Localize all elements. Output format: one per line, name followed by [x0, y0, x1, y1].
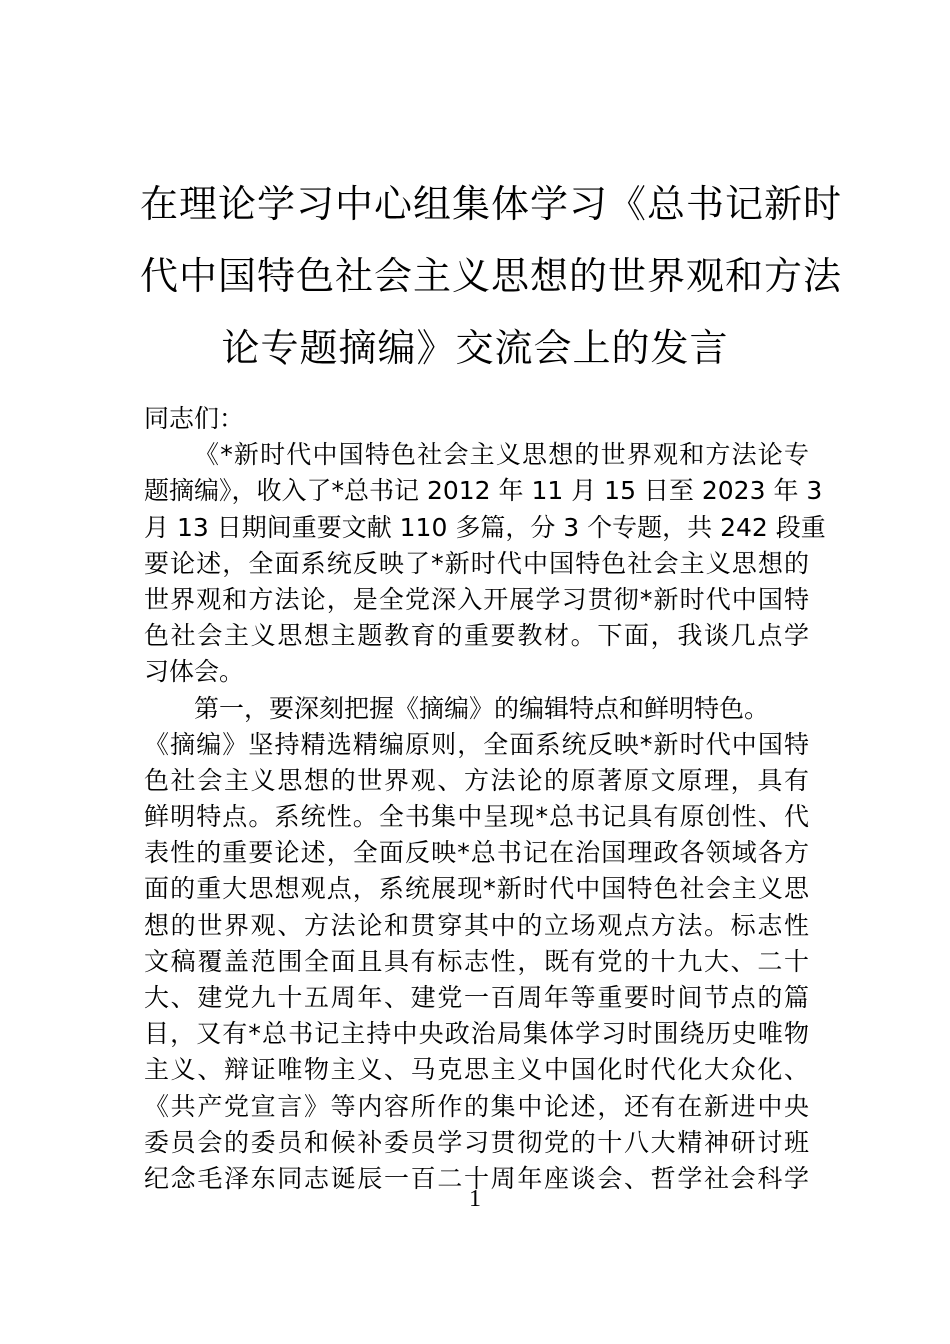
paragraph-line: 习体会。: [144, 657, 245, 687]
title-line: 代中国特色社会主义思想的世界观和方法: [140, 254, 843, 298]
title-line: 在理论学习中心组集体学习《总书记新时: [140, 182, 843, 226]
paragraph-line: 委员会的委员和候补委员学习贯彻党的十八大精神研讨班: [144, 1127, 809, 1157]
paragraph-line: 主义、辩证唯物主义、马克思主义中国化时代化大众化、: [144, 1055, 809, 1085]
document-body: [144, 401, 826, 1197]
salutation: 同志们：: [144, 404, 245, 433]
paragraph-line: 纪念毛泽东同志诞辰一百二十周年座谈会、哲学社会科学: [144, 1163, 809, 1193]
paragraph-line: 表性的重要论述，全面反映*总书记在治国理政各领域各方: [144, 838, 809, 868]
paragraph-line: 题摘编》，收入了*总书记 2012 年 11 月 15 日至 2023 年 3: [144, 476, 823, 506]
paragraph-line: 《摘编》坚持精选精编原则，全面系统反映*新时代中国特: [144, 729, 809, 759]
paragraph-line: 目，又有*总书记主持中央政治局集体学习时围绕历史唯物: [144, 1019, 809, 1049]
paragraph-line: 《*新时代中国特色社会主义思想的世界观和方法论专: [194, 440, 809, 470]
paragraph-line: 色社会主义思想的世界观、方法论的原著原文原理，具有: [144, 765, 809, 795]
paragraph-line: 鲜明特点。系统性。全书集中呈现*总书记具有原创性、代: [144, 802, 809, 832]
paragraph-line: 《共产党宣言》等内容所作的集中论述，还有在新进中央: [144, 1091, 809, 1121]
paragraph-line: 大、建党九十五周年、建党一百周年等重要时间节点的篇: [144, 983, 809, 1012]
paragraph-line: 文稿覆盖范围全面且具有标志性，既有党的十九大、二十: [144, 946, 809, 976]
title-line: 论专题摘编》交流会上的发言: [221, 326, 729, 370]
paragraph-line: 世界观和方法论，是全党深入开展学习贯彻*新时代中国特: [144, 584, 809, 614]
paragraph-line: 想的世界观、方法论和贯穿其中的立场观点方法。标志性: [144, 910, 809, 940]
paragraph-line: 第一，要深刻把握《摘编》的编辑特点和鲜明特色。: [194, 693, 770, 723]
paragraph-line: 月 13 日期间重要文献 110 多篇，分 3 个专题，共 242 段重: [144, 512, 826, 542]
paragraph-line: 要论述，全面系统反映了*新时代中国特色社会主义思想的: [144, 548, 809, 578]
paragraph-line: 面的重大思想观点，系统展现*新时代中国特色社会主义思: [144, 874, 809, 904]
paragraph-line: 色社会主义思想主题教育的重要教材。下面，我谈几点学: [144, 621, 809, 651]
document-title: [140, 168, 843, 384]
paragraph-2: [144, 691, 809, 1198]
paragraph-1: [144, 437, 826, 690]
page-number: 1: [469, 1186, 481, 1212]
